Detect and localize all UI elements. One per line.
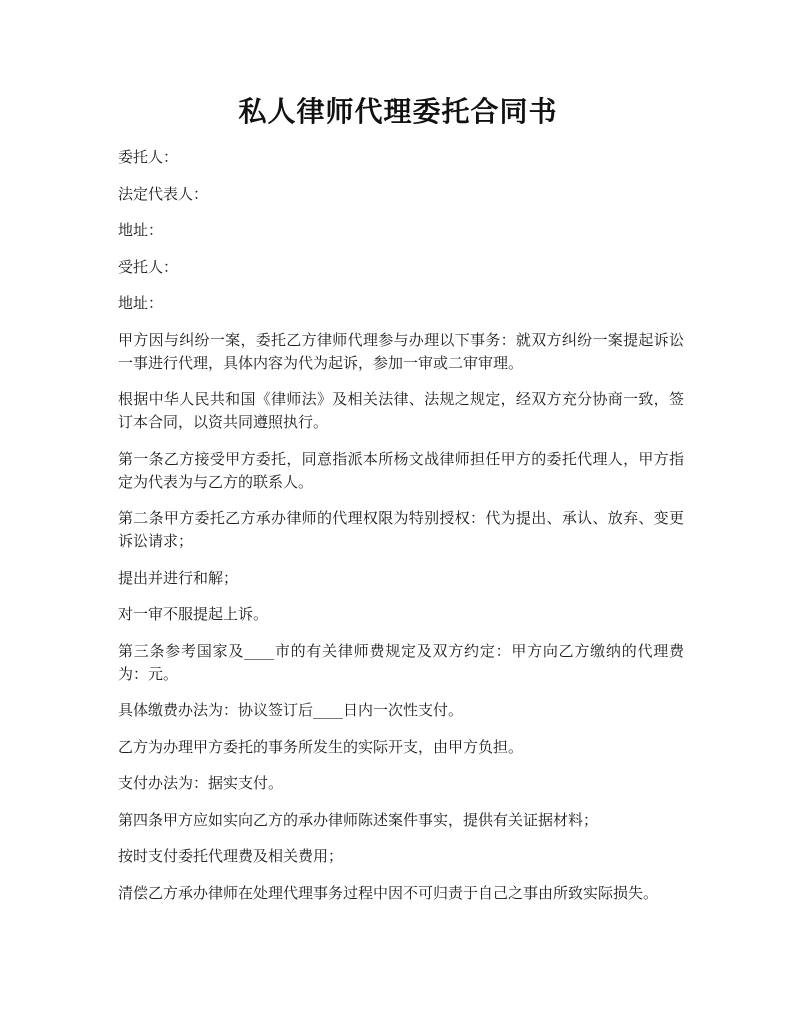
paragraph-article-4: 第四条甲方应如实向乙方的承办律师陈述案件事实，提供有关证据材料； bbox=[118, 810, 599, 829]
paragraph-principal-address: 地址： bbox=[118, 221, 164, 239]
document-title: 私人律师代理委托合同书 bbox=[238, 95, 558, 128]
paragraph-fee-payment: 按时支付委托代理费及相关费用； bbox=[118, 847, 344, 865]
paragraph-article-3: 第三条参考国家及____市的有关律师费规定及双方约定：甲方向乙方缴纳的代理费为：元。 bbox=[118, 641, 684, 683]
document-body bbox=[118, 146, 684, 918]
paragraph-legal-basis: 根据中华人民共和国《律师法》及相关法律、法规之规定，经双方充分协商一致，签订本合同，以资共同遵照执行。 bbox=[118, 390, 684, 431]
paragraph-article-1: 第一条乙方接受甲方委托，同意指派本所杨文战律师担任甲方的委托代理人，甲方指定为代表为与乙方的联系人。 bbox=[118, 449, 684, 491]
paragraph-case-description: 甲方因与纠纷一案，委托乙方律师代理参与办理以下事务：就双方纠纷一案提起诉讼一事进行代理，具体内容为代为起诉，参加一审或二审审理。 bbox=[118, 330, 684, 372]
paragraph-agent: 受托人： bbox=[118, 257, 179, 276]
paragraph-payment-method: 具体缴费办法为：协议签订后____日内一次性支付。 bbox=[118, 701, 464, 719]
paragraph-article-2: 第二条甲方委托乙方承办律师的代理权限为特别授权：代为提出、承认、放弃、变更诉讼请求； bbox=[118, 509, 684, 550]
paragraph-appeal: 对一审不服提起上诉。 bbox=[118, 605, 269, 623]
paragraph-expense-payment: 支付办法为：据实支付。 bbox=[118, 774, 284, 792]
paragraph-settlement: 提出并进行和解； bbox=[118, 568, 239, 587]
paragraph-principal: 委托人： bbox=[118, 148, 179, 166]
paragraph-expenses: 乙方为办理甲方委托的事务所发生的实际开支，由甲方负担。 bbox=[118, 737, 524, 756]
paragraph-legal-representative: 法定代表人： bbox=[118, 184, 209, 203]
paragraph-compensation: 清偿乙方承办律师在处理代理事务过程中因不可归责于自己之事由所致实际损失。 bbox=[118, 883, 659, 902]
paragraph-agent-address: 地址： bbox=[118, 294, 164, 312]
